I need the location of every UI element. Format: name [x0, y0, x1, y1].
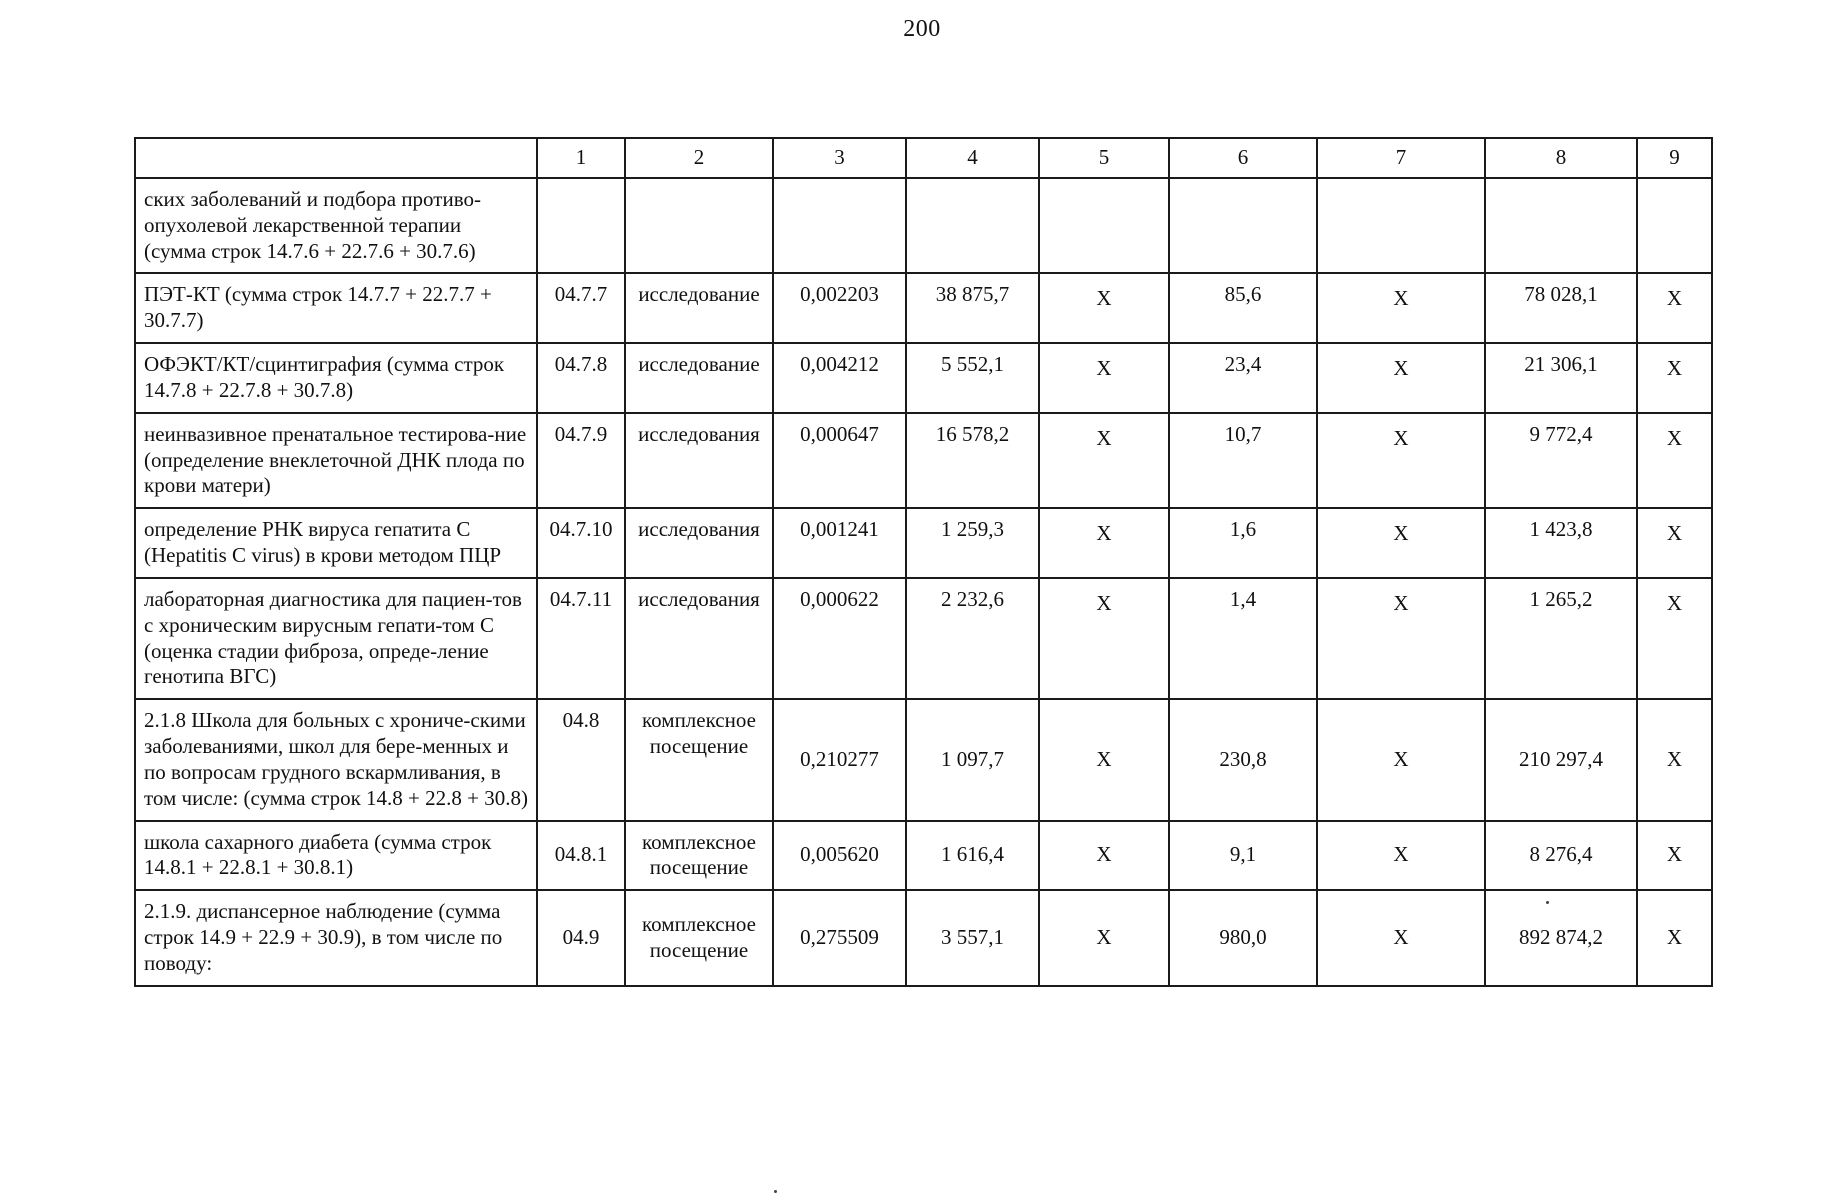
col3-cell: 0,210277 — [773, 699, 906, 820]
col5-cell: X — [1039, 273, 1169, 343]
col5-cell: X — [1039, 821, 1169, 891]
col4-cell: 38 875,7 — [906, 273, 1039, 343]
header-cell-3: 3 — [773, 138, 906, 178]
code-cell: 04.9 — [537, 890, 625, 985]
col9-cell — [1637, 178, 1712, 273]
unit-cell: исследование — [625, 343, 773, 413]
code-cell: 04.7.8 — [537, 343, 625, 413]
unit-cell: комплексное посещение — [625, 699, 773, 820]
col6-cell: 1,4 — [1169, 578, 1317, 699]
col8-cell: 9 772,4 — [1485, 413, 1637, 508]
unit-cell — [625, 178, 773, 273]
col4-cell: 1 097,7 — [906, 699, 1039, 820]
col8-cell: 8 276,4 — [1485, 821, 1637, 891]
row-name-cell: ПЭТ-КТ (сумма строк 14.7.7 + 22.7.7 + 30.7.7) — [135, 273, 537, 343]
col6-cell: 1,6 — [1169, 508, 1317, 578]
col9-cell: X — [1637, 890, 1712, 985]
col7-cell: X — [1317, 578, 1485, 699]
unit-cell: исследования — [625, 508, 773, 578]
row-name-cell: ских заболеваний и подбора противо-опухолевой лекарственной терапии (сумма строк 14.7.6 + 22.7.6 + 30.7.6) — [135, 178, 537, 273]
col3-cell: 0,000622 — [773, 578, 906, 699]
data-table — [134, 137, 1713, 987]
col6-cell: 230,8 — [1169, 699, 1317, 820]
col8-cell: 78 028,1 — [1485, 273, 1637, 343]
scan-speck — [774, 1190, 777, 1193]
col6-cell: 980,0 — [1169, 890, 1317, 985]
row-name-cell: 2.1.9. диспансерное наблюдение (сумма строк 14.9 + 22.9 + 30.9), в том числе по поводу: — [135, 890, 537, 985]
col6-cell: 10,7 — [1169, 413, 1317, 508]
row-name-cell: определение РНК вируса гепатита С (Hepatitis C virus) в крови методом ПЦР — [135, 508, 537, 578]
col4-cell — [906, 178, 1039, 273]
col6-cell: 23,4 — [1169, 343, 1317, 413]
unit-cell: исследования — [625, 413, 773, 508]
header-cell-4: 4 — [906, 138, 1039, 178]
table-row — [135, 178, 1712, 273]
col7-cell — [1317, 178, 1485, 273]
header-row — [135, 138, 1712, 178]
col5-cell — [1039, 178, 1169, 273]
unit-cell: исследования — [625, 578, 773, 699]
col4-cell: 16 578,2 — [906, 413, 1039, 508]
col5-cell: X — [1039, 699, 1169, 820]
col6-cell: 85,6 — [1169, 273, 1317, 343]
col7-cell: X — [1317, 821, 1485, 891]
col9-cell: X — [1637, 273, 1712, 343]
table-row — [135, 508, 1712, 578]
col8-cell: 892 874,2 — [1485, 890, 1637, 985]
code-cell: 04.7.11 — [537, 578, 625, 699]
row-name-cell: лабораторная диагностика для пациен-тов с хроническим вирусным гепати-том С (оценка стадии фиброза, опреде-ление генотипа ВГС) — [135, 578, 537, 699]
header-cell-7: 7 — [1317, 138, 1485, 178]
header-cell-1: 1 — [537, 138, 625, 178]
col7-cell: X — [1317, 273, 1485, 343]
code-cell: 04.8 — [537, 699, 625, 820]
row-name-cell: неинвазивное пренатальное тестирова-ние (определение внеклеточной ДНК плода по крови матери) — [135, 413, 537, 508]
col3-cell — [773, 178, 906, 273]
col7-cell: X — [1317, 413, 1485, 508]
code-cell — [537, 178, 625, 273]
header-cell-9: 9 — [1637, 138, 1712, 178]
scan-speck — [1546, 901, 1549, 904]
row-name-cell: школа сахарного диабета (сумма строк 14.8.1 + 22.8.1 + 30.8.1) — [135, 821, 537, 891]
col9-cell: X — [1637, 343, 1712, 413]
col8-cell: 210 297,4 — [1485, 699, 1637, 820]
col9-cell: X — [1637, 699, 1712, 820]
header-cell-8: 8 — [1485, 138, 1637, 178]
table-row — [135, 699, 1712, 820]
col7-cell: X — [1317, 508, 1485, 578]
col7-cell: X — [1317, 343, 1485, 413]
row-name-cell: ОФЭКТ/КТ/сцинтиграфия (сумма строк 14.7.8 + 22.7.8 + 30.7.8) — [135, 343, 537, 413]
col5-cell: X — [1039, 508, 1169, 578]
col9-cell: X — [1637, 413, 1712, 508]
col8-cell — [1485, 178, 1637, 273]
code-cell: 04.7.10 — [537, 508, 625, 578]
code-cell: 04.8.1 — [537, 821, 625, 891]
col3-cell: 0,002203 — [773, 273, 906, 343]
col4-cell: 1 616,4 — [906, 821, 1039, 891]
table-row — [135, 821, 1712, 891]
col3-cell: 0,001241 — [773, 508, 906, 578]
col4-cell: 3 557,1 — [906, 890, 1039, 985]
col5-cell: X — [1039, 343, 1169, 413]
col5-cell: X — [1039, 413, 1169, 508]
header-cell-6: 6 — [1169, 138, 1317, 178]
col9-cell: X — [1637, 508, 1712, 578]
col9-cell: X — [1637, 821, 1712, 891]
header-cell-5: 5 — [1039, 138, 1169, 178]
header-cell-2: 2 — [625, 138, 773, 178]
col8-cell: 21 306,1 — [1485, 343, 1637, 413]
col9-cell: X — [1637, 578, 1712, 699]
unit-cell: комплексное посещение — [625, 890, 773, 985]
col3-cell: 0,004212 — [773, 343, 906, 413]
code-cell: 04.7.7 — [537, 273, 625, 343]
col8-cell: 1 265,2 — [1485, 578, 1637, 699]
col4-cell: 5 552,1 — [906, 343, 1039, 413]
col4-cell: 2 232,6 — [906, 578, 1039, 699]
col3-cell: 0,005620 — [773, 821, 906, 891]
col7-cell: X — [1317, 699, 1485, 820]
col5-cell: X — [1039, 578, 1169, 699]
col4-cell: 1 259,3 — [906, 508, 1039, 578]
col3-cell: 0,000647 — [773, 413, 906, 508]
page-number: 200 — [903, 16, 941, 42]
table-row — [135, 343, 1712, 413]
table-row — [135, 413, 1712, 508]
col6-cell: 9,1 — [1169, 821, 1317, 891]
table-row — [135, 890, 1712, 985]
col3-cell: 0,275509 — [773, 890, 906, 985]
unit-cell: исследование — [625, 273, 773, 343]
col6-cell — [1169, 178, 1317, 273]
table-row — [135, 273, 1712, 343]
row-name-cell: 2.1.8 Школа для больных с хрониче-скими заболеваниями, школ для бере-менных и по вопросам грудного вскармливания, в том числе: (сумма строк 14.8 + 22.8 + 30.8) — [135, 699, 537, 820]
col5-cell: X — [1039, 890, 1169, 985]
code-cell: 04.7.9 — [537, 413, 625, 508]
col8-cell: 1 423,8 — [1485, 508, 1637, 578]
unit-cell: комплексное посещение — [625, 821, 773, 891]
table-row — [135, 578, 1712, 699]
header-cell-0 — [135, 138, 537, 178]
col7-cell: X — [1317, 890, 1485, 985]
